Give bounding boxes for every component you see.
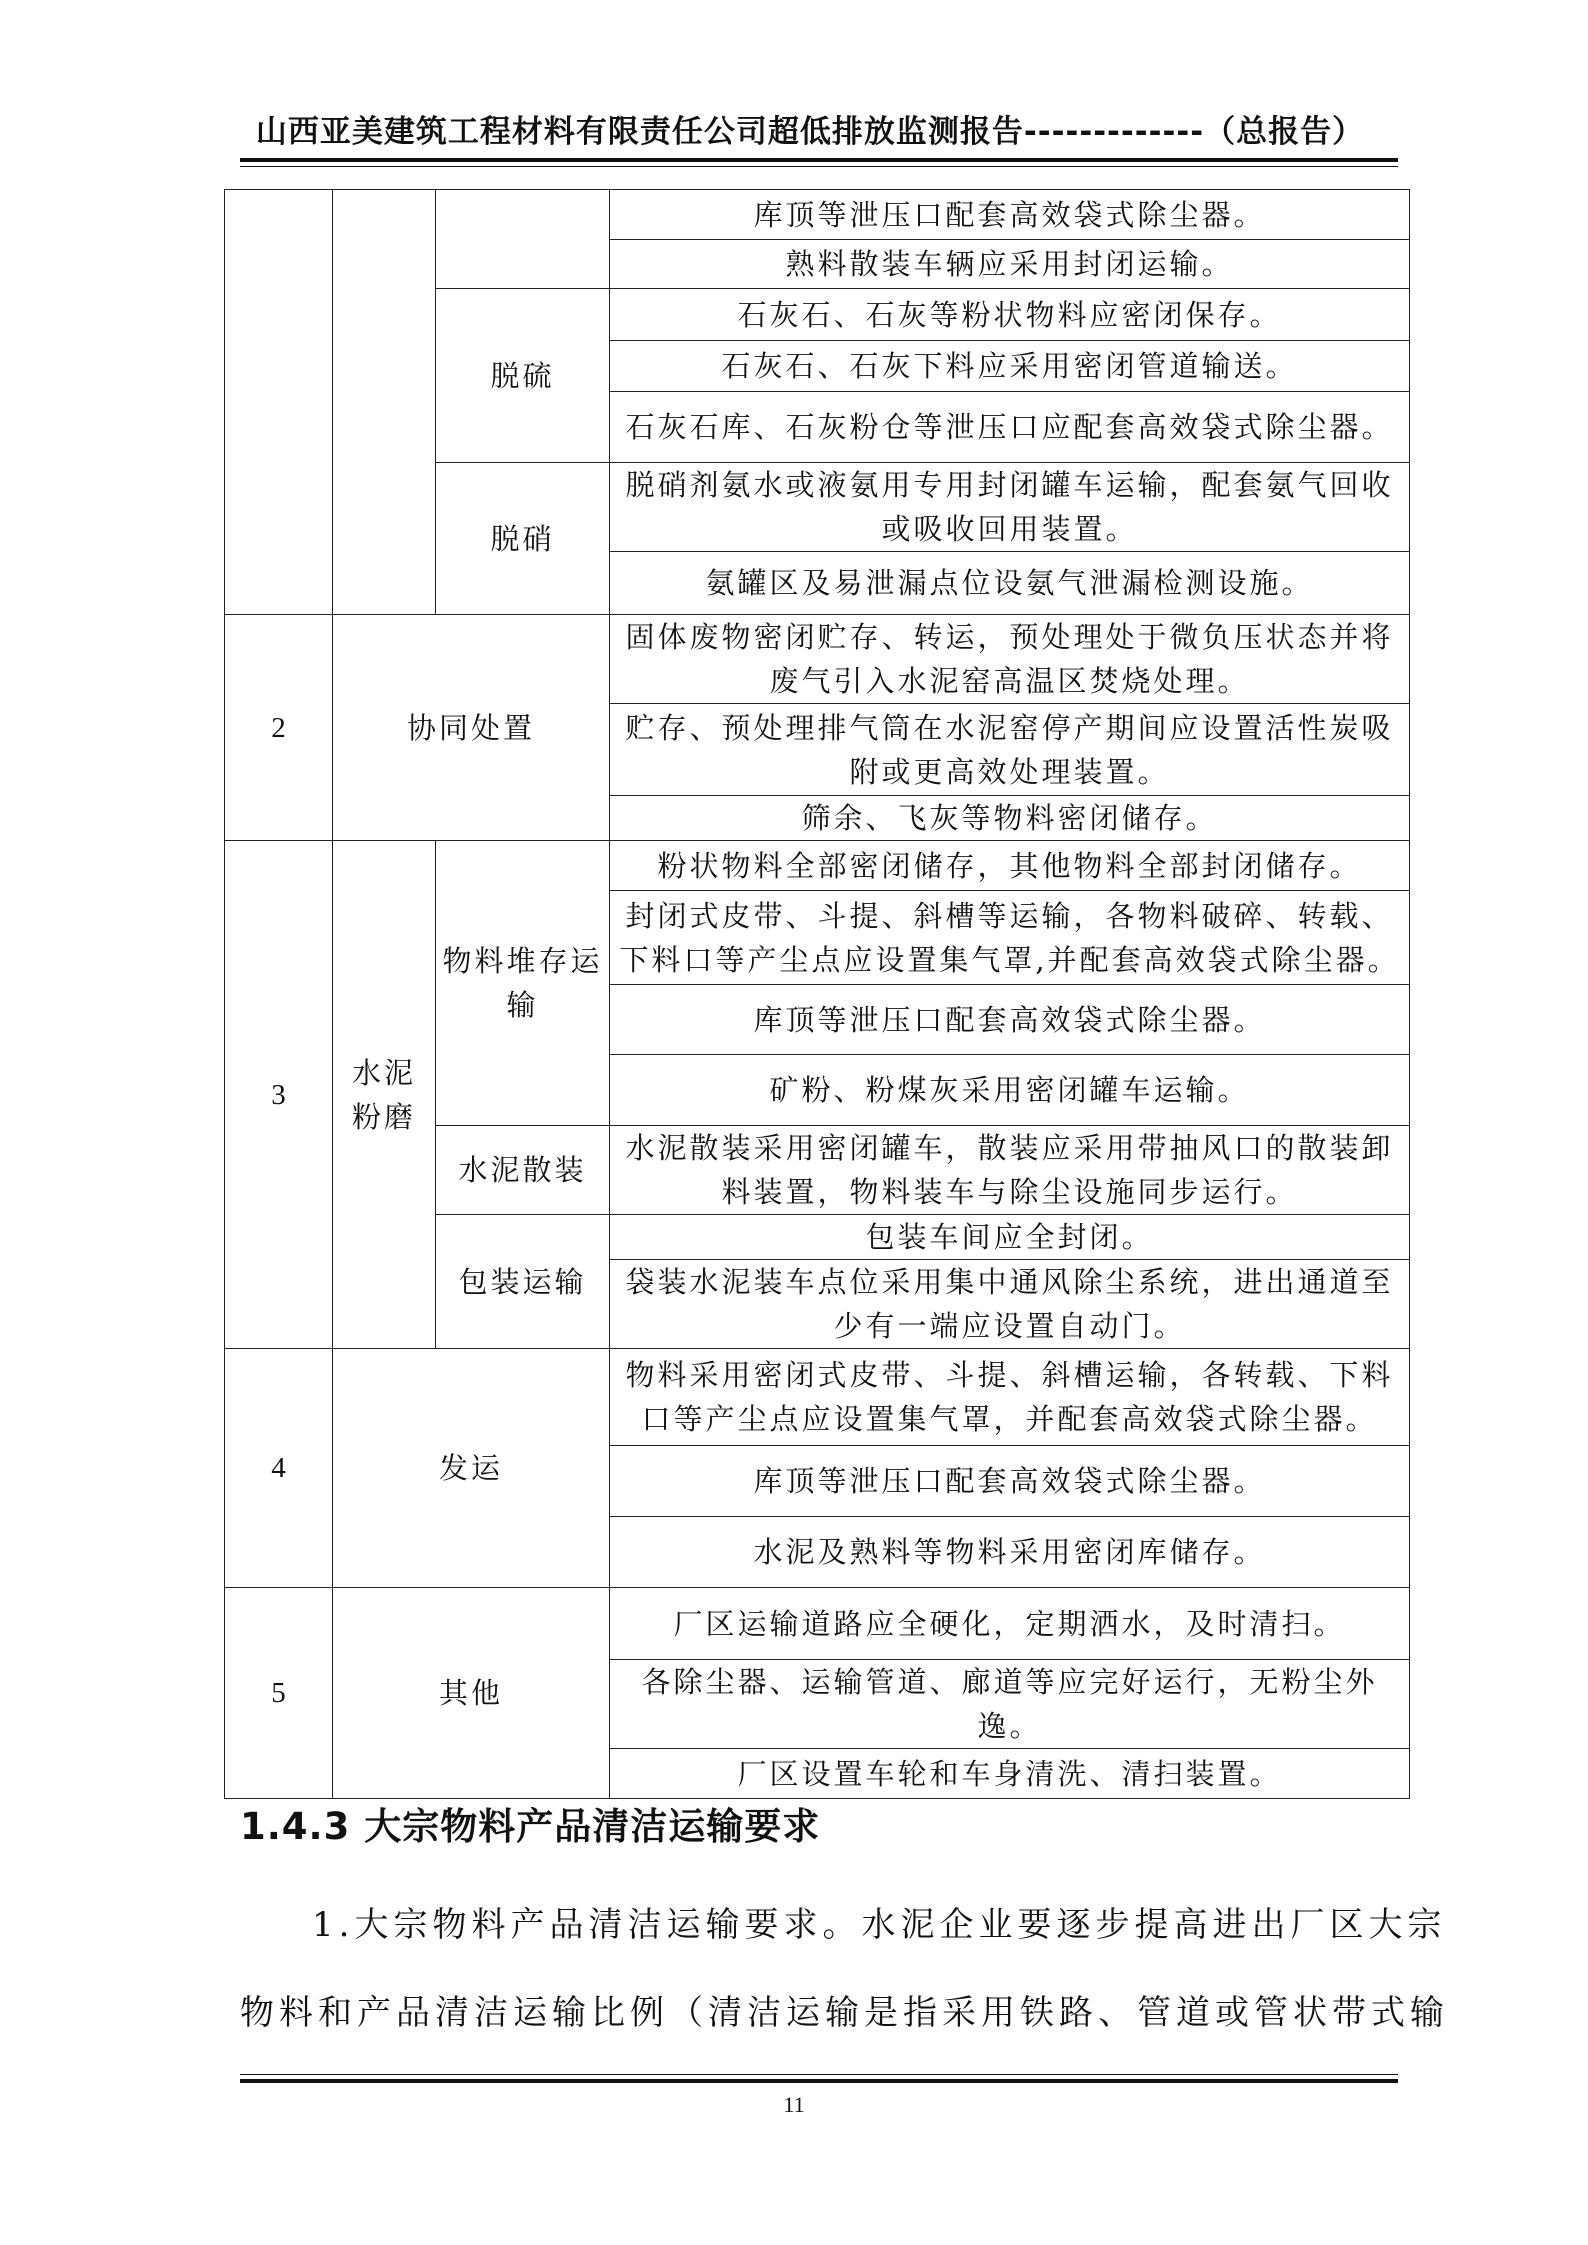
number-cell: 3 <box>225 841 333 1349</box>
footer-rule-thick <box>240 2079 1398 2083</box>
paragraph-line: 1.大宗物料产品清洁运输要求。水泥企业要逐步提高进出厂区大宗 <box>312 1905 1447 1945</box>
requirement-cell: 固体废物密闭贮存、转运，预处理处于微负压状态并将废气引入水泥窑高温区焚烧处理。 <box>610 615 1410 704</box>
requirement-cell: 熟料散装车辆应采用封闭运输。 <box>610 240 1410 289</box>
section-heading: 1.4.3 大宗物料产品清洁运输要求 <box>240 1805 821 1848</box>
sub-stage-cell: 物料堆存运输 <box>436 841 610 1126</box>
requirement-cell: 物料采用密闭式皮带、斗提、斜槽运输，各转载、下料口等产尘点应设置集气罩，并配套高效袋式除尘器。 <box>610 1349 1410 1446</box>
stage-cell: 其他 <box>333 1588 610 1799</box>
requirement-cell: 水泥散装采用密闭罐车，散装应采用带抽风口的散装卸料装置，物料装车与除尘设施同步运行。 <box>610 1126 1410 1215</box>
emission-control-table <box>224 189 1410 1799</box>
requirement-cell: 矿粉、粉煤灰采用密闭罐车运输。 <box>610 1055 1410 1126</box>
number-cell: 2 <box>225 615 333 841</box>
sub-stage-cell <box>436 190 610 289</box>
table-row <box>225 841 1410 891</box>
requirement-cell: 脱硝剂氨水或液氨用专用封闭罐车运输，配套氨气回收或吸收回用装置。 <box>610 463 1410 552</box>
page-number: 11 <box>783 2092 805 2117</box>
number-cell <box>225 190 333 615</box>
number-cell: 4 <box>225 1349 333 1588</box>
number-cell: 5 <box>225 1588 333 1799</box>
requirement-cell: 各除尘器、运输管道、廊道等应完好运行，无粉尘外逸。 <box>610 1660 1410 1749</box>
stage-cell <box>333 190 436 615</box>
stage-cell: 协同处置 <box>333 615 610 841</box>
requirement-cell: 库顶等泄压口配套高效袋式除尘器。 <box>610 1446 1410 1517</box>
sub-stage-cell: 脱硫 <box>436 289 610 463</box>
requirement-cell: 水泥及熟料等物料采用密闭库储存。 <box>610 1517 1410 1588</box>
requirement-cell: 库顶等泄压口配套高效袋式除尘器。 <box>610 190 1410 240</box>
sub-stage-cell: 水泥散装 <box>436 1126 610 1215</box>
stage-cell: 发运 <box>333 1349 610 1588</box>
table-row <box>225 190 1410 240</box>
requirement-cell: 封闭式皮带、斗提、斜槽等运输，各物料破碎、转载、下料口等产尘点应设置集气罩,并配套高效袋式除尘器。 <box>610 891 1410 985</box>
requirement-cell: 粉状物料全部密闭储存，其他物料全部封闭储存。 <box>610 841 1410 891</box>
requirement-cell: 贮存、预处理排气筒在水泥窑停产期间应设置活性炭吸附或更高效处理装置。 <box>610 704 1410 796</box>
header-rule-thin <box>240 166 1398 167</box>
report-header-title: 山西亚美建筑工程材料有限责任公司超低排放监测报告-------------（总报告） <box>255 114 1365 150</box>
requirement-cell: 厂区运输道路应全硬化，定期洒水，及时清扫。 <box>610 1588 1410 1660</box>
table-row <box>225 1588 1410 1660</box>
header-rule-thick <box>240 158 1398 162</box>
requirement-cell: 库顶等泄压口配套高效袋式除尘器。 <box>610 985 1410 1055</box>
table-row <box>225 1349 1410 1446</box>
sub-stage-cell: 脱硝 <box>436 463 610 615</box>
sub-stage-cell: 包装运输 <box>436 1215 610 1349</box>
paragraph-line: 物料和产品清洁运输比例（清洁运输是指采用铁路、管道或管状带式输 <box>240 1993 1449 2033</box>
footer-rule-thin <box>240 2074 1398 2075</box>
requirement-cell: 袋装水泥装车点位采用集中通风除尘系统，进出通道至少有一端应设置自动门。 <box>610 1260 1410 1349</box>
requirement-cell: 厂区设置车轮和车身清洗、清扫装置。 <box>610 1749 1410 1799</box>
table-row <box>225 615 1410 704</box>
requirement-cell: 包装车间应全封闭。 <box>610 1215 1410 1260</box>
requirement-cell: 氨罐区及易泄漏点位设氨气泄漏检测设施。 <box>610 552 1410 615</box>
requirement-cell: 石灰石库、石灰粉仓等泄压口应配套高效袋式除尘器。 <box>610 392 1410 463</box>
stage-cell: 水泥粉磨 <box>333 841 436 1349</box>
requirement-cell: 筛余、飞灰等物料密闭储存。 <box>610 796 1410 841</box>
requirement-cell: 石灰石、石灰等粉状物料应密闭保存。 <box>610 289 1410 341</box>
requirement-cell: 石灰石、石灰下料应采用密闭管道输送。 <box>610 341 1410 392</box>
